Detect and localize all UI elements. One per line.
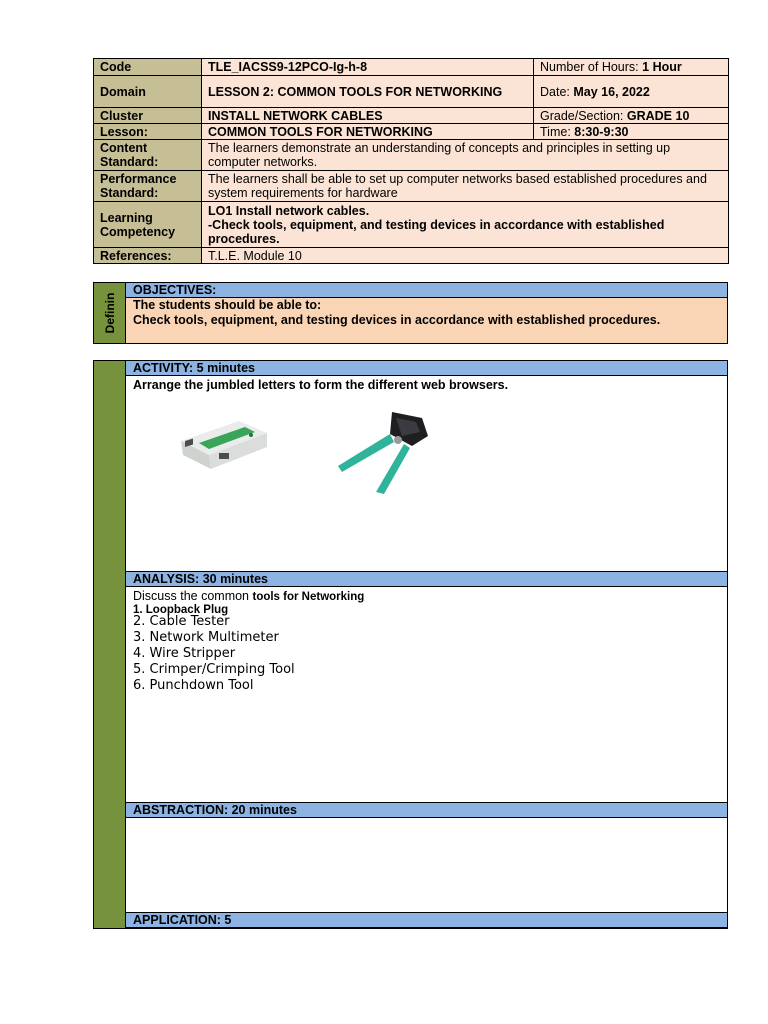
competency-row — [94, 202, 729, 248]
domain-label: Domain — [94, 76, 202, 108]
content-standard-value: The learners demonstrate an understanding of concepts and principles in setting up computer networks. — [202, 140, 729, 171]
lesson-info-table — [93, 58, 729, 264]
objectives-side-bar — [94, 283, 126, 343]
domain-row — [94, 76, 729, 108]
abstraction-heading: ABSTRACTION: 20 minutes — [126, 802, 727, 818]
lesson-value: COMMON TOOLS FOR NETWORKING — [202, 124, 534, 140]
tool-item-1: 1. Loopback Plug — [133, 604, 229, 616]
tool-item-5: 5. Crimper/Crimping Tool — [133, 662, 295, 677]
objectives-box — [93, 282, 728, 344]
hours-value: 1 Hour — [642, 60, 682, 74]
grade-cell — [534, 108, 729, 124]
grade-label: Grade/Section: — [540, 108, 624, 123]
tool-item-4: 4. Wire Stripper — [133, 646, 236, 661]
objectives-side-label: Definin — [102, 292, 117, 334]
competency-line-1: LO1 Install network cables. — [208, 203, 370, 218]
procedure-side-bar — [94, 361, 126, 928]
references-row — [94, 248, 729, 264]
activity-heading: ACTIVITY: 5 minutes — [126, 361, 727, 376]
grade-value: GRADE 10 — [626, 108, 690, 123]
cable-tester-image — [179, 413, 269, 473]
analysis-heading: ANALYSIS: 30 minutes — [126, 571, 727, 587]
cluster-label: Cluster — [94, 108, 202, 124]
time-cell — [534, 124, 729, 140]
domain-value: LESSON 2: COMMON TOOLS FOR NETWORKING — [202, 76, 534, 108]
activity-instruction: Arrange the jumbled letters to form the different web browsers. — [133, 378, 509, 392]
hours-label: Number of Hours: — [540, 60, 639, 74]
date-label: Date: — [540, 84, 570, 99]
tool-item-6: 6. Punchdown Tool — [133, 678, 254, 693]
content-standard-row — [94, 140, 729, 171]
competency-line-2: -Check tools, equipment, and testing devices in accordance with established procedures. — [208, 217, 665, 246]
tool-item-2: 2. Cable Tester — [133, 614, 230, 629]
time-label: Time: — [540, 124, 571, 139]
objectives-heading: OBJECTIVES: — [126, 283, 727, 298]
crimping-tool-image — [332, 406, 432, 496]
cluster-row — [94, 108, 729, 124]
analysis-intro — [133, 589, 364, 603]
code-label: Code — [94, 59, 202, 76]
lesson-row — [94, 124, 729, 140]
analysis-intro-plain: Discuss the common — [133, 589, 253, 603]
competency-label: Learning Competency — [94, 202, 202, 248]
content-standard-label: Content Standard: — [94, 140, 202, 171]
references-label: References: — [94, 248, 202, 264]
tool-item-3: 3. Network Multimeter — [133, 630, 279, 645]
date-value: May 16, 2022 — [573, 84, 650, 99]
performance-standard-row — [94, 171, 729, 202]
crimping-tool-icon — [332, 406, 432, 496]
performance-standard-label: Performance Standard: — [94, 171, 202, 202]
tools-list — [133, 614, 295, 694]
lesson-label: Lesson: — [94, 124, 202, 140]
competency-value — [202, 202, 729, 248]
objectives-line-2: Check tools, equipment, and testing devices in accordance with established procedures. — [133, 313, 661, 327]
code-value: TLE_IACSS9-12PCO-Ig-h-8 — [202, 59, 534, 76]
date-cell — [534, 76, 729, 108]
hours-cell — [534, 59, 729, 76]
cable-tester-icon — [179, 413, 269, 473]
analysis-intro-bold: tools for Networking — [252, 591, 365, 603]
references-value: T.L.E. Module 10 — [202, 248, 729, 264]
objectives-line-1: The students should be able to: — [133, 298, 322, 312]
procedure-box — [93, 360, 728, 929]
time-value: 8:30-9:30 — [574, 124, 629, 139]
objectives-body — [126, 298, 727, 343]
performance-standard-value: The learners shall be able to set up computer networks based established procedures and system requirements for hardware — [202, 171, 729, 202]
cluster-value: INSTALL NETWORK CABLES — [202, 108, 534, 124]
application-heading: APPLICATION: 5 — [126, 912, 727, 928]
code-row — [94, 59, 729, 76]
